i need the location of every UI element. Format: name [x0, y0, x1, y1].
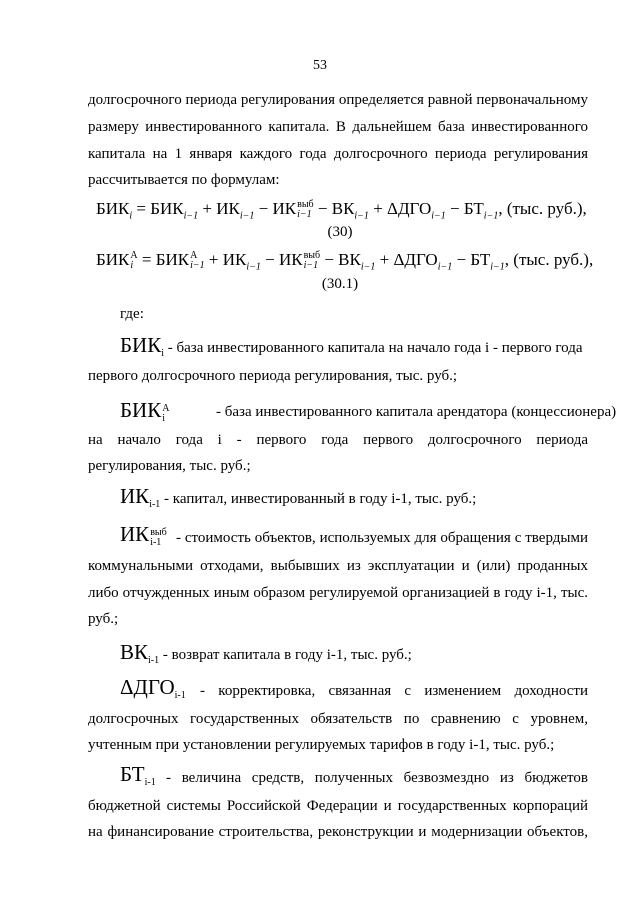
- page-number: 53: [313, 58, 327, 73]
- def-bik-symbol: БИК: [120, 333, 162, 357]
- intro-line-3: капитала на 1 января каждого года долгосрочного периода регулирования: [88, 146, 588, 162]
- formula-30: $БИК_i = БИК_{i-1} + ИК_{i-1}$ − ИК выб i−1 − $ВК_{i-1} + \Delta ДГО_{i-1} - БТ_{i-1}$, (тыс. руб.),: [96, 199, 587, 222]
- def-bik-a-symbol-wrap: БИК А i: [120, 398, 170, 424]
- def-bt-line-2: бюджетной системы Российской Федерации и государственных корпораций: [88, 798, 588, 814]
- def-dgo-line-3: учтенным при установлении регулируемых тарифов в году i-1, тыс. руб.;: [88, 737, 555, 753]
- formula-30-1-number: (30.1): [321, 276, 359, 292]
- def-bt-line-1: - величина средств, полученных безвозмездно из бюджетов: [166, 770, 588, 786]
- def-dgo-line-1: - корректировка, связанная с изменением доходности: [200, 683, 588, 699]
- def-bik-a-line-1: - база инвестированного капитала арендатора (концессионера): [216, 404, 617, 420]
- def-bik: $БИК_i$ - база инвестированного капитала на начало года i - первого года: [120, 333, 583, 359]
- def-bik-a-line-2: на начало года i - первого года первого долгосрочного периода: [88, 432, 588, 448]
- def-ik-symbol: ИК: [120, 484, 150, 508]
- intro-line-2: размеру инвестированного капитала. В дальнейшем база инвестированного: [88, 119, 588, 135]
- def-ik-vyb-line-2: коммунальными отходами, выбывших из эксплуатации и (или) проданных: [88, 558, 588, 574]
- def-dgo-symbol: ΔДГО: [120, 675, 175, 699]
- def-ik-vyb-line-3: либо отчужденных иным образом регулируемой организацией в году i-1, тыс.: [88, 585, 588, 601]
- def-ik-vyb-symbol: ИК: [120, 522, 150, 546]
- intro-line-1: долгосрочного периода регулирования определяется равной первоначальному: [88, 92, 588, 108]
- def-bt-symbol-wrap: $БТ_{i-1}$: [120, 762, 156, 788]
- def-bik-line-2: первого долгосрочного периода регулирования, тыс. руб.;: [88, 368, 458, 384]
- def-vk-symbol: ВК: [120, 640, 149, 664]
- def-ik-vyb-line-1: - стоимость объектов, используемых для обращения с твердыми: [176, 530, 588, 546]
- def-dgo-symbol-wrap: $\Delta ДГО_{i-1}$: [120, 675, 186, 701]
- def-bt-symbol: БТ: [120, 762, 145, 786]
- def-ik-vyb-symbol-wrap: ИК выб i-1: [120, 522, 167, 548]
- def-dgo-line-2: долгосрочных государственных обязательств по сравнению с уровнем,: [88, 711, 588, 727]
- def-ik: $ИК_{i-1}$ - капитал, инвестированный в году i-1, тыс. руб.;: [120, 484, 477, 510]
- def-bik-a-line-3: регулирования, тыс. руб.;: [88, 458, 251, 474]
- intro-line-4: рассчитывается по формулам:: [88, 172, 280, 188]
- def-bik-a-symbol: БИК: [120, 398, 162, 422]
- formula-30-number: (30): [327, 224, 353, 240]
- def-vk: $ВК_{i-1}$ - возврат капитала в году i-1, тыс. руб.;: [120, 640, 412, 666]
- where-label: где:: [120, 306, 144, 322]
- def-ik-vyb-line-4: руб.;: [88, 611, 119, 627]
- formula-30-1: БИК А i = БИК А i−1 + $ИК_{i-1}$ − ИК выб i−1 − $ВК_{i-1} + \Delta ДГО_{i-1} - БТ_{i-1}$, (тыс. руб.),: [96, 250, 594, 273]
- def-bt-line-3: на финансирование строительства, реконструкции и модернизации объектов,: [88, 824, 588, 840]
